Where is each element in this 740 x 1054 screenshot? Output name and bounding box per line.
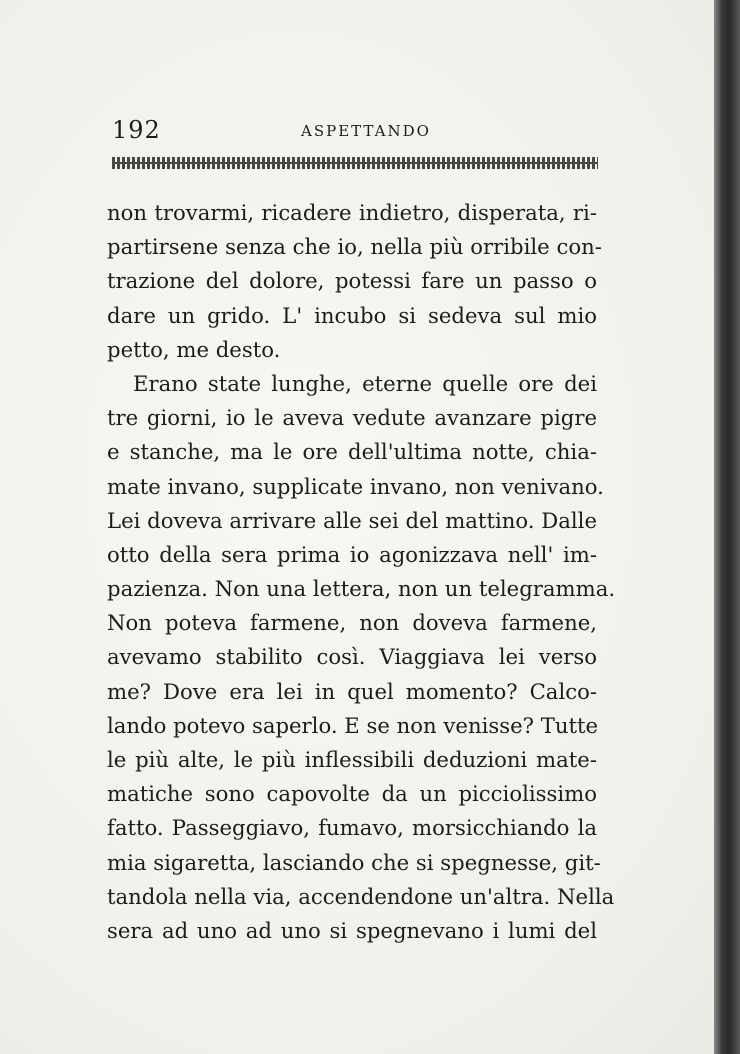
book-spine-shadow [714, 0, 740, 1054]
text-line: tandola nella via, accendendone un'altra. Nella [107, 883, 615, 909]
text-line: petto, me desto. [107, 336, 281, 362]
text-line: otto della sera prima io agonizzava nell' im- [107, 541, 597, 567]
text-line: dare un grido. L' incubo si sedeva sul mio [107, 302, 597, 328]
text-line: matiche sono capovolte da un picciolissimo [107, 781, 597, 807]
text-line: non trovarmi, ricadere indietro, disperata, ri- [107, 200, 597, 225]
text-line: trazione del dolore, potessi fare un passo o [107, 268, 597, 294]
text-line: tre giorni, io le aveva vedute avanzare pigre [107, 405, 597, 431]
text-line: fatto. Passeggiavo, fumavo, morsicchiando la [107, 815, 597, 841]
decorative-rule [112, 157, 598, 169]
text-line: Erano state lunghe, eterne quelle ore dei [133, 370, 597, 396]
text-line: me? Dove era lei in quel momento? Calco- [107, 678, 597, 704]
text-line: le più alte, le più inflessibili deduzioni mate- [107, 747, 597, 772]
text-line: mia sigaretta, lasciando che si spegnesse, git- [107, 849, 601, 875]
text-line: pazienza. Non una lettera, non un telegramma. [107, 576, 616, 602]
text-line: lando potevo saperlo. E se non venisse? Tutte [107, 712, 599, 738]
text-line: Non poteva farmene, non doveva farmene, [107, 610, 597, 636]
text-line: avevamo stabilito così. Viaggiava lei verso [107, 644, 597, 670]
text-line: sera ad uno ad uno si spegnevano i lumi del [107, 917, 597, 943]
text-line: Lei doveva arrivare alle sei del mattino. Dalle [107, 507, 597, 533]
page-number: 192 [112, 116, 161, 144]
text-line: partirsene senza che io, nella più orribile con- [107, 234, 602, 260]
running-head: ASPETTANDO [301, 122, 431, 140]
text-line: mate invano, supplicate invano, non venivano. [107, 473, 604, 499]
body-text [107, 196, 616, 948]
page-header [112, 116, 596, 146]
text-line: e stanche, ma le ore dell'ultima notte, chia- [107, 439, 597, 465]
